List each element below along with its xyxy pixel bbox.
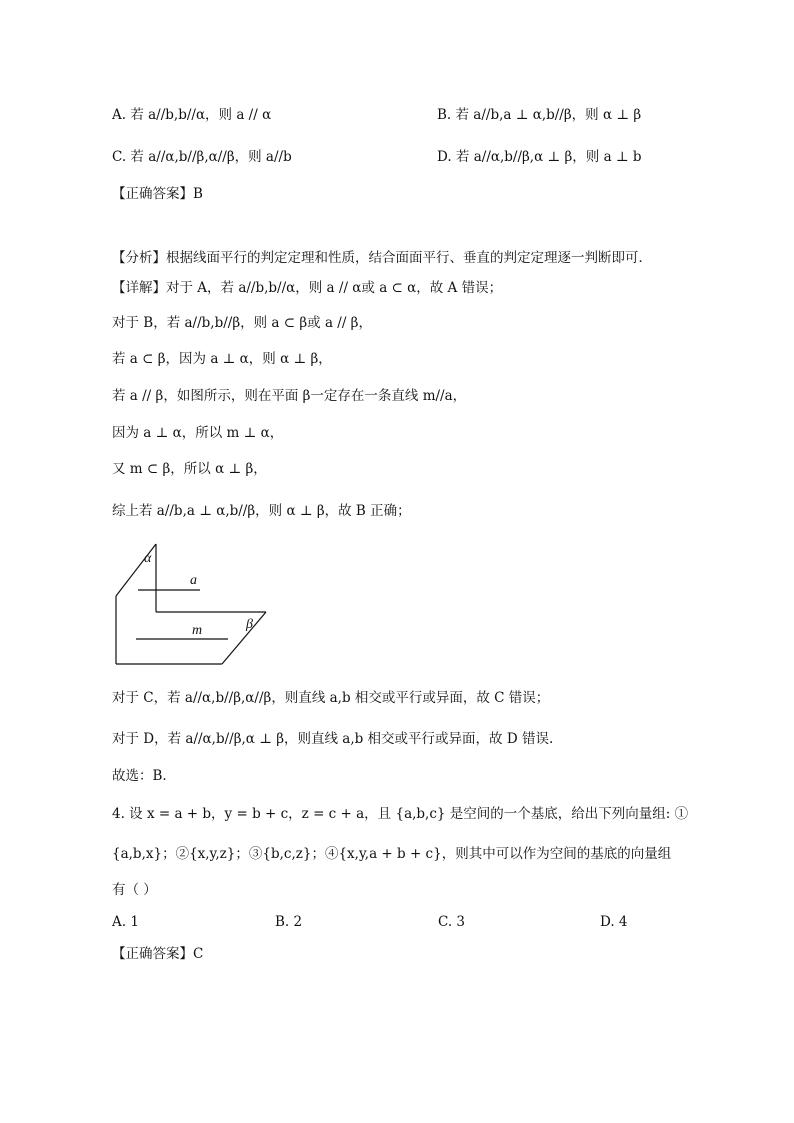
q3-option-b: B. 若 a//b,a ⊥ α,b//β，则 α ⊥ β bbox=[437, 107, 642, 123]
q3-answer: 【正确答案】B bbox=[112, 186, 203, 202]
q4-answer: 【正确答案】C bbox=[112, 946, 204, 962]
q4-stem-line: {a,b,x}；②{x,y,z}；③{b,c,z}；④{x,y,a + b + c}，则其中可以作为空间的基底的向量组 bbox=[112, 846, 672, 862]
beta-edge bbox=[222, 612, 266, 664]
q3-detail-line: 【详解】对于 A，若 a//b,b//α，则 a // α或 a ⊂ α，故 A 错误； bbox=[112, 280, 503, 296]
q3-detail-line: 若 a // β，如图所示，则在平面 β一定存在一条直线 m//a， bbox=[112, 388, 467, 404]
q3-analysis: 【分析】根据线面平行的判定定理和性质，结合面面平行、垂直的判定定理逐一判断即可． bbox=[112, 250, 652, 266]
q3-option-d: D. 若 a//α,b//β,α ⊥ β，则 a ⊥ b bbox=[437, 149, 642, 165]
q3-detail-line: 若 a ⊂ β，因为 a ⊥ α，则 α ⊥ β， bbox=[112, 351, 332, 367]
q3-option-c: C. 若 a//α,b//β,α//β，则 a//b bbox=[112, 149, 292, 165]
q4-option-d: D. 4 bbox=[600, 914, 628, 930]
q3-option-a: A. 若 a//b,b//α，则 a // α bbox=[112, 107, 272, 123]
q3-detail-line: 综上若 a//b,a ⊥ α,b//β，则 α ⊥ β，故 B 正确； bbox=[112, 503, 411, 519]
label-m: m bbox=[192, 623, 203, 638]
q4-option-c: C. 3 bbox=[438, 914, 466, 930]
plane-figure bbox=[110, 538, 280, 668]
q3-detail-line: 对于 B，若 a//b,b//β，则 a ⊂ β或 a // β， bbox=[112, 315, 372, 331]
q4-stem-line: 4. 设 x = a + b，y = b + c，z = c + a，且 {a,b,c} 是空间的一个基底，给出下列向量组: ① bbox=[112, 806, 689, 822]
q3-conclusion: 故选：B. bbox=[112, 768, 167, 784]
label-a: a bbox=[190, 573, 197, 588]
q3-detail-line: 又 m ⊂ β，所以 α ⊥ β， bbox=[112, 461, 267, 477]
label-alpha: α bbox=[144, 551, 152, 566]
label-beta: β bbox=[246, 617, 253, 632]
q4-option-a: A. 1 bbox=[112, 914, 139, 930]
q4-stem-line: 有（ ） bbox=[112, 882, 157, 898]
q3-detail-line: 对于 C，若 a//α,b//β,α//β，则直线 a,b 相交或平行或异面，故 C 错误； bbox=[112, 690, 550, 706]
q3-detail-line: 因为 a ⊥ α，所以 m ⊥ α， bbox=[112, 425, 284, 441]
q3-detail-line: 对于 D，若 a//α,b//β,α ⊥ β，则直线 a,b 相交或平行或异面，故 D 错误. bbox=[112, 731, 554, 747]
q4-option-b: B. 2 bbox=[275, 914, 303, 930]
